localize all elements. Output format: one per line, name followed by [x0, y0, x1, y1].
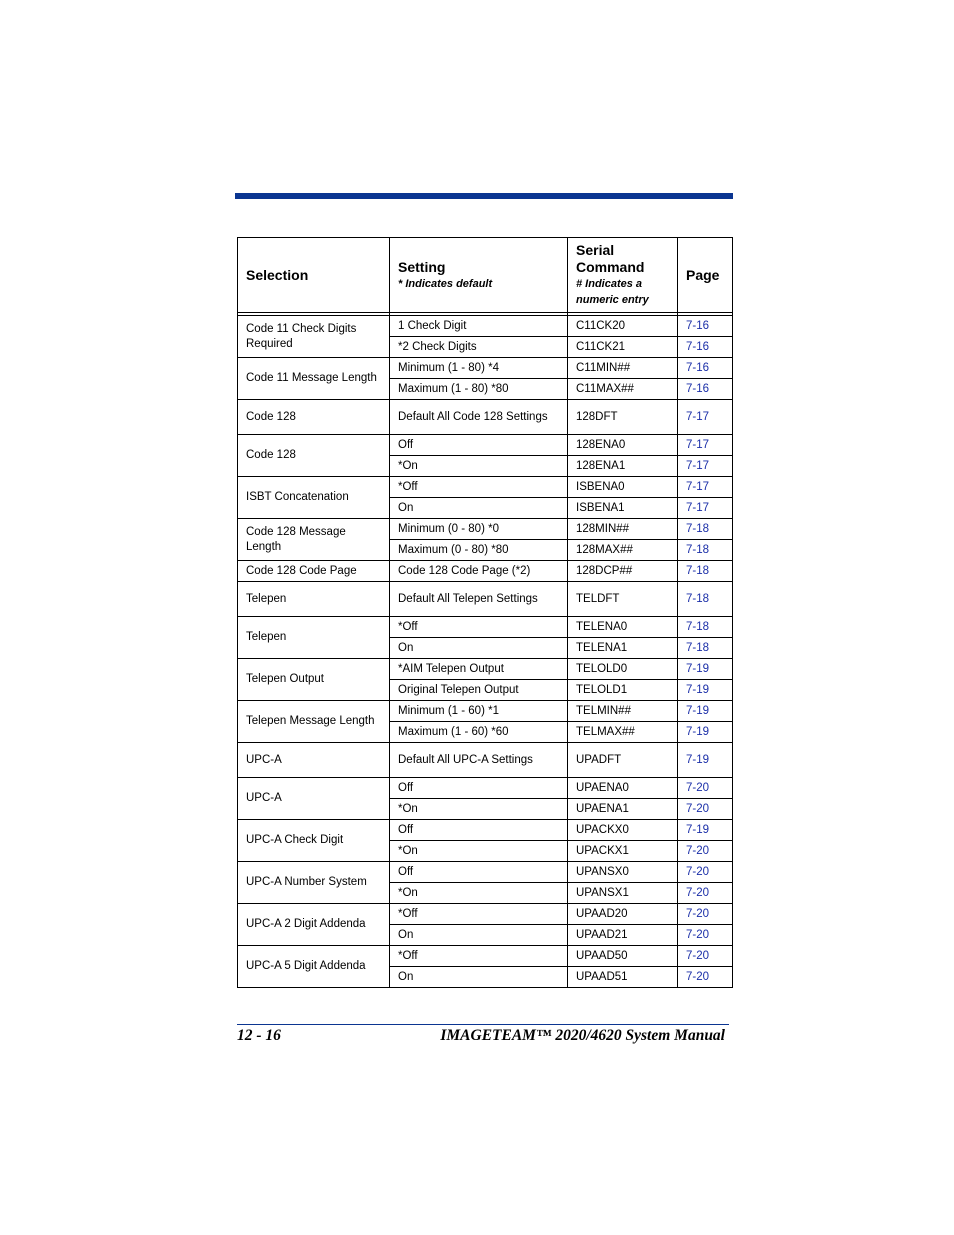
page-cell	[678, 456, 733, 477]
page-link[interactable]: 7-20	[686, 928, 710, 941]
table-row	[238, 778, 733, 799]
setting-cell: Maximum (1 - 60) *60	[390, 722, 568, 743]
selection-cell: Code 128 Message Length	[238, 519, 390, 561]
setting-cell: Off	[390, 435, 568, 456]
setting-cell: Default All Code 128 Settings	[390, 400, 568, 435]
page-cell	[678, 379, 733, 400]
page-link[interactable]: 7-19	[686, 662, 710, 675]
setting-cell: On	[390, 967, 568, 988]
setting-cell: Default All UPC-A Settings	[390, 743, 568, 778]
table-row	[238, 519, 733, 540]
setting-cell: Original Telepen Output	[390, 680, 568, 701]
page-cell	[678, 337, 733, 358]
command-cell: UPACKX0	[568, 820, 678, 841]
setting-cell: *On	[390, 883, 568, 904]
setting-cell: Default All Telepen Settings	[390, 582, 568, 617]
page-cell	[678, 582, 733, 617]
command-cell: TELMAX##	[568, 722, 678, 743]
table-row	[238, 582, 733, 617]
page-cell	[678, 701, 733, 722]
page-cell	[678, 498, 733, 519]
page-cell	[678, 904, 733, 925]
command-cell: TELENA1	[568, 638, 678, 659]
page-link[interactable]: 7-16	[686, 382, 710, 395]
page-cell	[678, 477, 733, 498]
command-cell: C11MAX##	[568, 379, 678, 400]
page-link[interactable]: 7-20	[686, 949, 710, 962]
page-cell	[678, 841, 733, 862]
page-cell	[678, 316, 733, 337]
col-header-page: Page	[678, 238, 733, 313]
table-row	[238, 316, 733, 337]
page-link[interactable]: 7-18	[686, 543, 710, 556]
page-cell	[678, 820, 733, 841]
table-row	[238, 477, 733, 498]
setting-cell: Maximum (0 - 80) *80	[390, 540, 568, 561]
page-link[interactable]: 7-20	[686, 907, 710, 920]
setting-cell: Minimum (0 - 80) *0	[390, 519, 568, 540]
page-cell	[678, 435, 733, 456]
page-link[interactable]: 7-18	[686, 522, 710, 535]
page-link[interactable]: 7-19	[686, 704, 710, 717]
setting-cell: *Off	[390, 904, 568, 925]
command-cell: 128ENA1	[568, 456, 678, 477]
command-cell: UPAAD50	[568, 946, 678, 967]
page-cell	[678, 883, 733, 904]
page-link[interactable]: 7-19	[686, 753, 710, 766]
command-cell: UPAAD20	[568, 904, 678, 925]
command-cell: UPAAD21	[568, 925, 678, 946]
table-row	[238, 862, 733, 883]
setting-cell: *Off	[390, 617, 568, 638]
setting-cell: On	[390, 638, 568, 659]
selection-cell: Telepen	[238, 582, 390, 617]
selection-cell: Code 128 Code Page	[238, 561, 390, 582]
selection-cell: UPC-A	[238, 743, 390, 778]
page-cell	[678, 680, 733, 701]
selection-cell: Code 128	[238, 400, 390, 435]
command-cell: 128DCP##	[568, 561, 678, 582]
command-cell: TELOLD0	[568, 659, 678, 680]
page-cell	[678, 722, 733, 743]
page-link[interactable]: 7-16	[686, 319, 710, 332]
selection-cell: Code 11 Check Digits Required	[238, 316, 390, 358]
selection-cell: UPC-A Check Digit	[238, 820, 390, 862]
page-cell	[678, 925, 733, 946]
setting-cell: *Off	[390, 946, 568, 967]
setting-cell: On	[390, 925, 568, 946]
setting-cell: Minimum (1 - 60) *1	[390, 701, 568, 722]
command-cell: C11CK20	[568, 316, 678, 337]
page-link[interactable]: 7-18	[686, 641, 710, 654]
page-link[interactable]: 7-18	[686, 620, 710, 633]
setting-cell: *On	[390, 456, 568, 477]
table-header-row	[238, 238, 733, 313]
table-row	[238, 617, 733, 638]
page-cell	[678, 743, 733, 778]
page-number: 12 - 16	[237, 1027, 281, 1044]
setting-cell: Code 128 Code Page (*2)	[390, 561, 568, 582]
page-cell	[678, 967, 733, 988]
col-header-selection: Selection	[238, 238, 390, 313]
setting-cell: Maximum (1 - 80) *80	[390, 379, 568, 400]
page-cell	[678, 638, 733, 659]
setting-cell: Off	[390, 820, 568, 841]
table-row	[238, 946, 733, 967]
page-link[interactable]: 7-17	[686, 410, 710, 423]
command-cell: C11MIN##	[568, 358, 678, 379]
command-cell: 128ENA0	[568, 435, 678, 456]
table-row	[238, 358, 733, 379]
table-row	[238, 400, 733, 435]
setting-cell: Off	[390, 862, 568, 883]
command-cell: 128MAX##	[568, 540, 678, 561]
selection-cell: UPC-A 2 Digit Addenda	[238, 904, 390, 946]
setting-cell: *On	[390, 799, 568, 820]
page-cell	[678, 561, 733, 582]
page-cell	[678, 400, 733, 435]
page-cell	[678, 617, 733, 638]
manual-title: IMAGETEAM™ 2020/4620 System Manual	[440, 1027, 725, 1044]
setting-cell: *AIM Telepen Output	[390, 659, 568, 680]
table-row	[238, 701, 733, 722]
table-row	[238, 904, 733, 925]
command-cell: UPAAD51	[568, 967, 678, 988]
col-header-setting: Setting * Indicates default	[390, 238, 568, 313]
selection-cell: Telepen Message Length	[238, 701, 390, 743]
setting-cell: *2 Check Digits	[390, 337, 568, 358]
page-cell	[678, 778, 733, 799]
selection-cell: Code 128	[238, 435, 390, 477]
selection-cell: UPC-A	[238, 778, 390, 820]
command-cell: TELMIN##	[568, 701, 678, 722]
page-cell	[678, 946, 733, 967]
page-link[interactable]: 7-20	[686, 970, 710, 983]
page-link[interactable]: 7-19	[686, 725, 710, 738]
page-link[interactable]: 7-19	[686, 823, 710, 836]
page-link[interactable]: 7-17	[686, 438, 710, 451]
page-link[interactable]: 7-17	[686, 480, 710, 493]
page-cell	[678, 358, 733, 379]
page-link[interactable]: 7-20	[686, 802, 710, 815]
command-cell: TELDFT	[568, 582, 678, 617]
page-link[interactable]: 7-18	[686, 592, 710, 605]
page-link[interactable]: 7-17	[686, 501, 710, 514]
command-cell: UPAENA0	[568, 778, 678, 799]
command-cell: UPACKX1	[568, 841, 678, 862]
page-link[interactable]: 7-16	[686, 361, 710, 374]
page-link[interactable]: 7-17	[686, 459, 710, 472]
page-link[interactable]: 7-20	[686, 844, 710, 857]
setting-cell: Minimum (1 - 80) *4	[390, 358, 568, 379]
page-link[interactable]: 7-16	[686, 340, 710, 353]
setting-cell: Off	[390, 778, 568, 799]
command-cell: 128DFT	[568, 400, 678, 435]
command-cell: UPANSX1	[568, 883, 678, 904]
table-row	[238, 435, 733, 456]
table-row	[238, 659, 733, 680]
command-cell: ISBENA1	[568, 498, 678, 519]
header-rule	[235, 193, 733, 199]
col-header-serial-command: Serial Command # Indicates a numeric entry	[568, 238, 678, 313]
selection-cell: ISBT Concatenation	[238, 477, 390, 519]
selection-cell: Telepen	[238, 617, 390, 659]
page-cell	[678, 862, 733, 883]
page-cell	[678, 519, 733, 540]
table-row	[238, 743, 733, 778]
command-cell: UPANSX0	[568, 862, 678, 883]
table-row	[238, 561, 733, 582]
page-cell	[678, 799, 733, 820]
command-cell: 128MIN##	[568, 519, 678, 540]
command-cell: UPADFT	[568, 743, 678, 778]
selection-cell: Code 11 Message Length	[238, 358, 390, 400]
setting-cell: 1 Check Digit	[390, 316, 568, 337]
menu-command-table	[237, 237, 733, 988]
page-link[interactable]: 7-20	[686, 781, 710, 794]
page-cell	[678, 540, 733, 561]
page-link[interactable]: 7-18	[686, 564, 710, 577]
setting-cell: *Off	[390, 477, 568, 498]
footer-rule	[237, 1024, 729, 1025]
command-cell: ISBENA0	[568, 477, 678, 498]
setting-cell: On	[390, 498, 568, 519]
command-cell: UPAENA1	[568, 799, 678, 820]
selection-cell: UPC-A 5 Digit Addenda	[238, 946, 390, 988]
page-cell	[678, 659, 733, 680]
command-cell: C11CK21	[568, 337, 678, 358]
page-link[interactable]: 7-19	[686, 683, 710, 696]
table-row	[238, 820, 733, 841]
setting-cell: *On	[390, 841, 568, 862]
command-cell: TELENA0	[568, 617, 678, 638]
command-cell: TELOLD1	[568, 680, 678, 701]
page-link[interactable]: 7-20	[686, 886, 710, 899]
page-link[interactable]: 7-20	[686, 865, 710, 878]
selection-cell: Telepen Output	[238, 659, 390, 701]
selection-cell: UPC-A Number System	[238, 862, 390, 904]
